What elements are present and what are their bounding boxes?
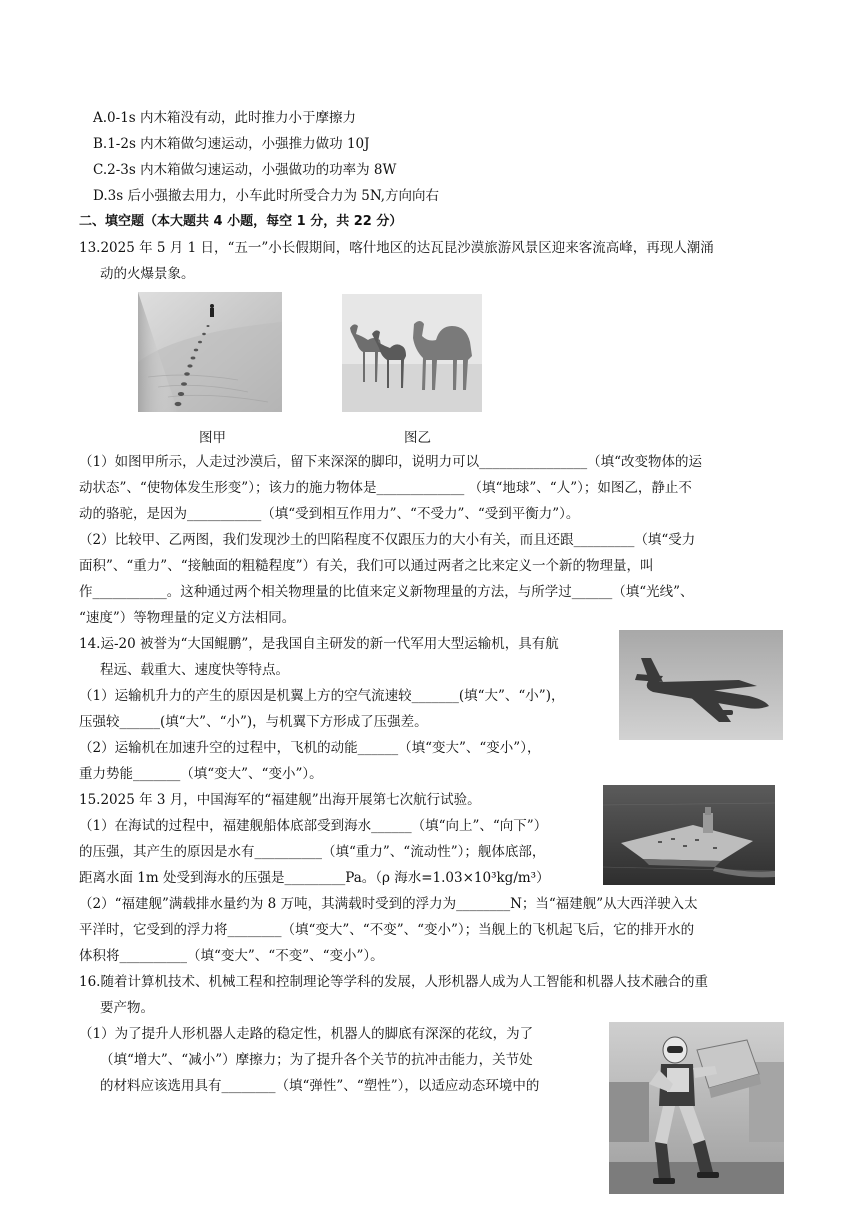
q15-line2: （1）在海试的过程中，福建舰船体底部受到海水______（填“向上”、“向下”） (79, 818, 548, 834)
q14-line5: （2）运输机在加速升空的过程中，飞机的动能______（填“变大”、“变小”）， (79, 740, 541, 756)
q15-line6: 平洋时，它受到的浮力将________（填“变大”、“不变”、“变小”）；当舰上的飞机起飞后，它的排开水的 (79, 922, 695, 938)
figure-a-caption: 图甲 (199, 430, 226, 446)
desert-footprints-image (138, 292, 282, 412)
option-b: B.1-2s 内木箱做匀速运动，小强推力做功 10J (93, 136, 370, 152)
q16-line2: 要产物。 (100, 1000, 154, 1016)
q13-part1-line2: 动状态”、“使物体发生形变”）；该力的施力物体是_____________ （填“地球”、“人”）；如图乙，静止不 (79, 480, 692, 496)
q15-line1: 15.2025 年 3 月，中国海军的“福建舰”出海开展第七次航行试验。 (79, 792, 481, 808)
option-c: C.2-3s 内木箱做匀速运动，小强做功的功率为 8W (93, 162, 397, 178)
q13-intro-line1: 13.2025 年 5 月 1 日，“五一”小长假期间，喀什地区的达瓦昆沙漠旅游风景区迎来客流高峰，再现人潮涌 (79, 240, 714, 256)
q14-line4: 压强较______(填“大”、“小”)，与机翼下方形成了压强差。 (79, 714, 428, 730)
q16-line4: （填“增大”、“减小”）摩擦力；为了提升各个关节的抗冲击能力，关节处 (100, 1052, 533, 1068)
q16-line3: （1）为了提升人形机器人走路的稳定性，机器人的脚底有深深的花纹，为了 (79, 1026, 534, 1042)
option-d: D.3s 后小强撤去用力，小车此时所受合力为 5N,方向向右 (93, 188, 440, 204)
figure-b-caption: 图乙 (404, 430, 431, 446)
q13-part2-line2: 面积”、“重力”、“接触面的粗糙程度”）有关，我们可以通过两者之比来定义一个新的物理量，叫 (79, 558, 654, 574)
humanoid-robot-image (609, 1022, 784, 1194)
option-a: A.0-1s 内木箱没有动，此时推力小于摩擦力 (93, 110, 356, 126)
q13-part1-line1: （1）如图甲所示，人走过沙漠后，留下来深深的脚印，说明力可以________________（填“改变物体的运 (79, 454, 702, 470)
aircraft-carrier-image (603, 785, 775, 885)
section-title: 二、填空题（本大题共 4 小题，每空 1 分，共 22 分） (79, 214, 403, 229)
camels-image (342, 294, 482, 412)
q13-part2-line4: “速度”）等物理量的定义方法相同。 (79, 610, 296, 626)
q15-line7: 体积将__________（填“变大”、“不变”、“变小”）。 (79, 948, 384, 964)
q16-line1: 16.随着计算机技术、机械工程和控制理论等学科的发展，人形机器人成为人工智能和机器人技术融合的重 (79, 974, 708, 990)
q16-line5: 的材料应该选用具有________（填“弹性”、“塑性”），以适应动态环境中的 (100, 1078, 540, 1094)
transport-plane-image (619, 630, 783, 740)
q14-line2: 程远、载重大、速度快等特点。 (100, 662, 289, 678)
q15-line3: 的压强，其产生的原因是水有__________（填“重力”、“流动性”）；舰体底部， (79, 844, 546, 860)
q14-line3: （1）运输机升力的产生的原因是机翼上方的空气流速较_______(填“大”、“小”)， (79, 688, 565, 704)
q14-line1: 14.运-20 被誉为“大国鲲鹏”，是我国自主研发的新一代军用大型运输机，具有航 (79, 636, 559, 652)
q13-part1-line3: 动的骆驼，是因为___________（填“受到相互作用力”、“不受力”、“受到平衡力”）。 (79, 506, 580, 522)
q15-line5: （2）“福建舰”满载排水量约为 8 万吨，其满载时受到的浮力为________N；当“福建舰”从大西洋驶入太 (79, 896, 698, 912)
q13-part2-line1: （2）比较甲、乙两图，我们发现沙土的凹陷程度不仅跟压力的大小有关，而且还跟_________（填“受力 (79, 532, 696, 548)
q15-line4: 距离水面 1m 处受到海水的压强是_________Pa。（ρ 海水=1.03×10³kg/m³） (79, 870, 550, 886)
q13-intro-line2: 动的火爆景象。 (100, 266, 195, 282)
q14-line6: 重力势能_______（填“变大”、“变小”）。 (79, 766, 323, 782)
q13-part2-line3: 作___________。这种通过两个相关物理量的比值来定义新物理量的方法，与所学过______（填“光线”、 (79, 584, 694, 600)
